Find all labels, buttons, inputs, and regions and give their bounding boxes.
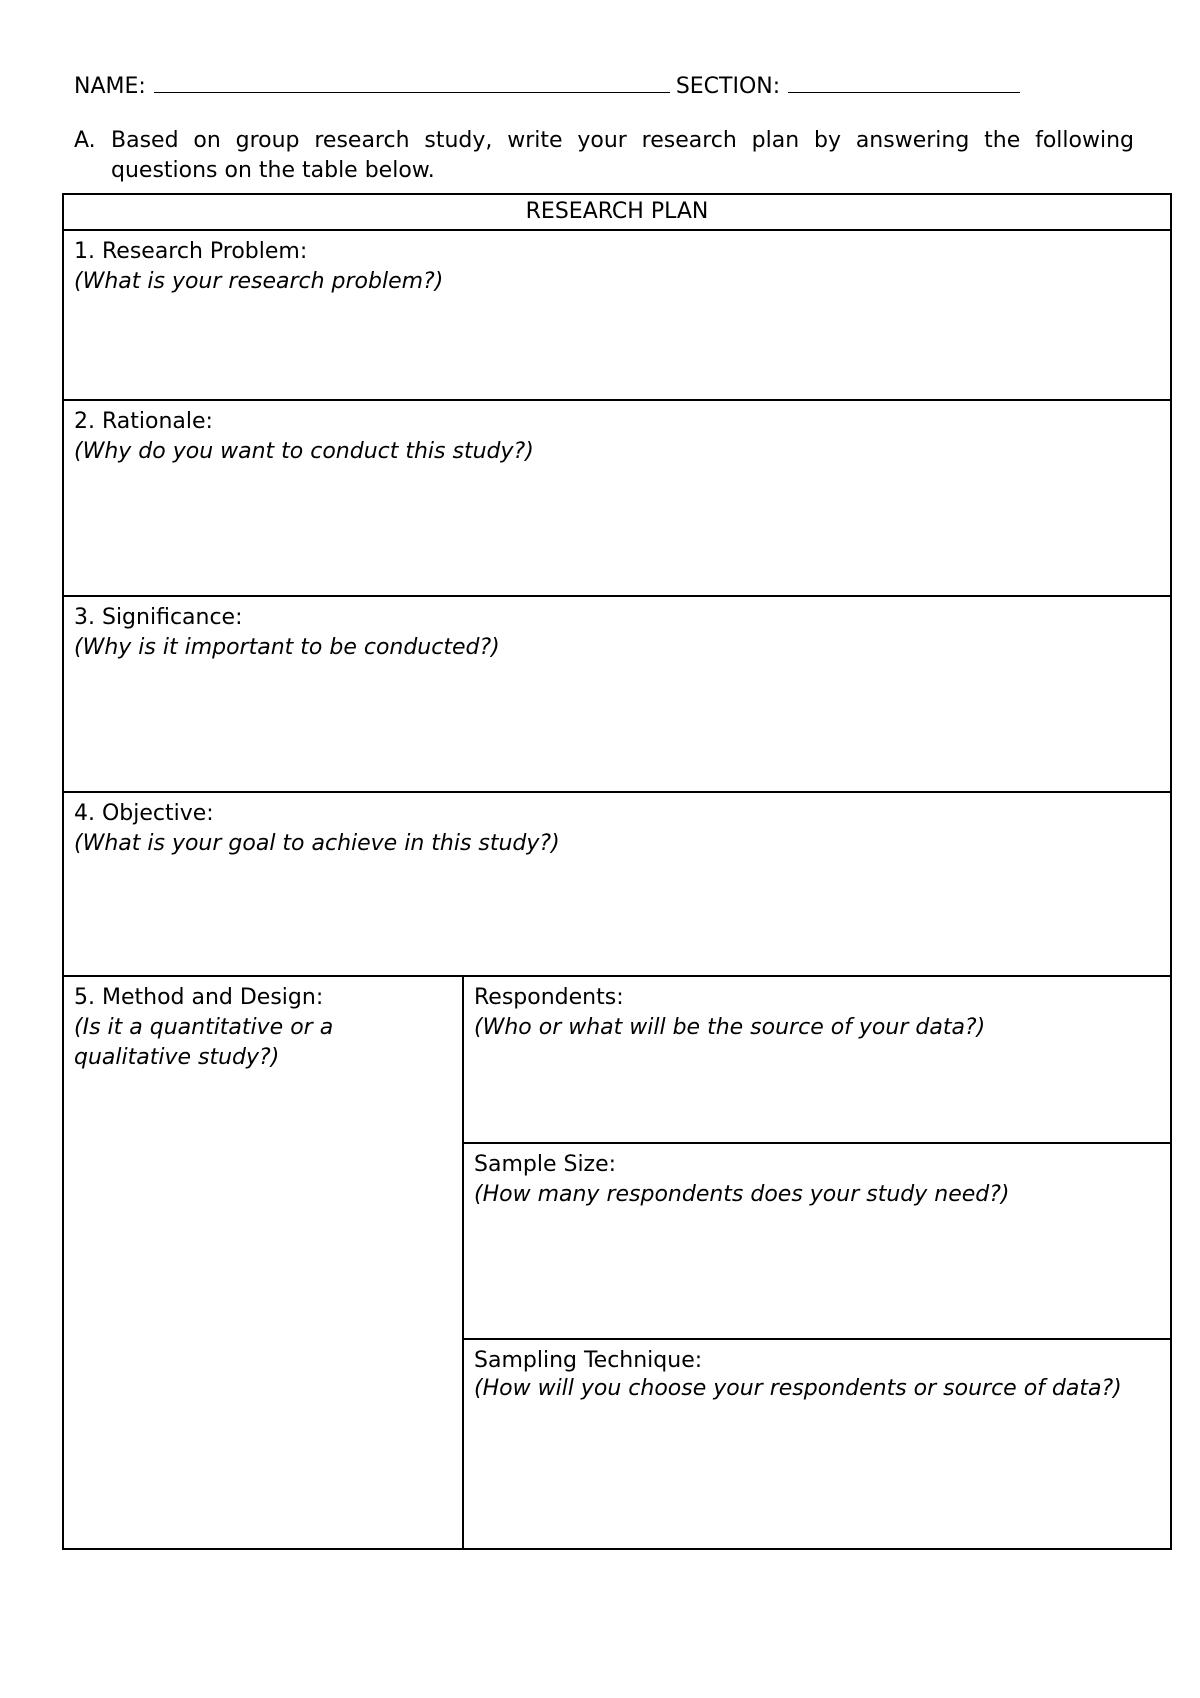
instruction-text: Based on group research study, write your research plan by answering the following questions on the table below. [111,128,1134,183]
respondents-question: (Who or what will be the source of your data?) [474,1015,986,1040]
instruction-letter: A. [74,128,96,153]
research-problem-question: (What is your research problem?) [74,269,444,294]
rationale-label: 2. Rationale: [74,409,213,434]
method-design-question: (Is it a quantitative or a qualitative study?) [74,1015,334,1070]
sampling-technique-cell[interactable] [463,1339,1171,1549]
method-design-label: 5. Method and Design: [74,985,324,1010]
table-title: RESEARCH PLAN [63,194,1171,230]
instruction [74,126,1134,186]
sample-size-question: (How many respondents does your study need?) [474,1182,1010,1207]
rationale-cell[interactable] [63,400,1171,596]
name-label: NAME: [74,74,146,99]
section-label: SECTION: [675,74,781,99]
research-problem-label: 1. Research Problem: [74,239,308,264]
sampling-technique-label: Sampling Technique: [474,1348,703,1373]
significance-label: 3. Significance: [74,605,243,630]
objective-label: 4. Objective: [74,801,214,826]
sample-size-cell[interactable] [463,1143,1171,1339]
research-plan-table [62,193,1172,1550]
objective-cell[interactable] [63,792,1171,976]
name-blank[interactable] [154,70,670,93]
section-blank[interactable] [788,70,1020,93]
research-problem-cell[interactable] [63,230,1171,400]
sampling-technique-question: (How will you choose your respondents or source of data?) [474,1376,1122,1401]
sample-size-label: Sample Size: [474,1152,617,1177]
significance-cell[interactable] [63,596,1171,792]
method-design-cell[interactable] [63,976,463,1549]
objective-question: (What is your goal to achieve in this study?) [74,831,560,856]
significance-question: (Why is it important to be conducted?) [74,635,500,660]
header-line [74,70,1020,102]
respondents-label: Respondents: [474,985,624,1010]
rationale-question: (Why do you want to conduct this study?) [74,439,534,464]
respondents-cell[interactable] [463,976,1171,1143]
